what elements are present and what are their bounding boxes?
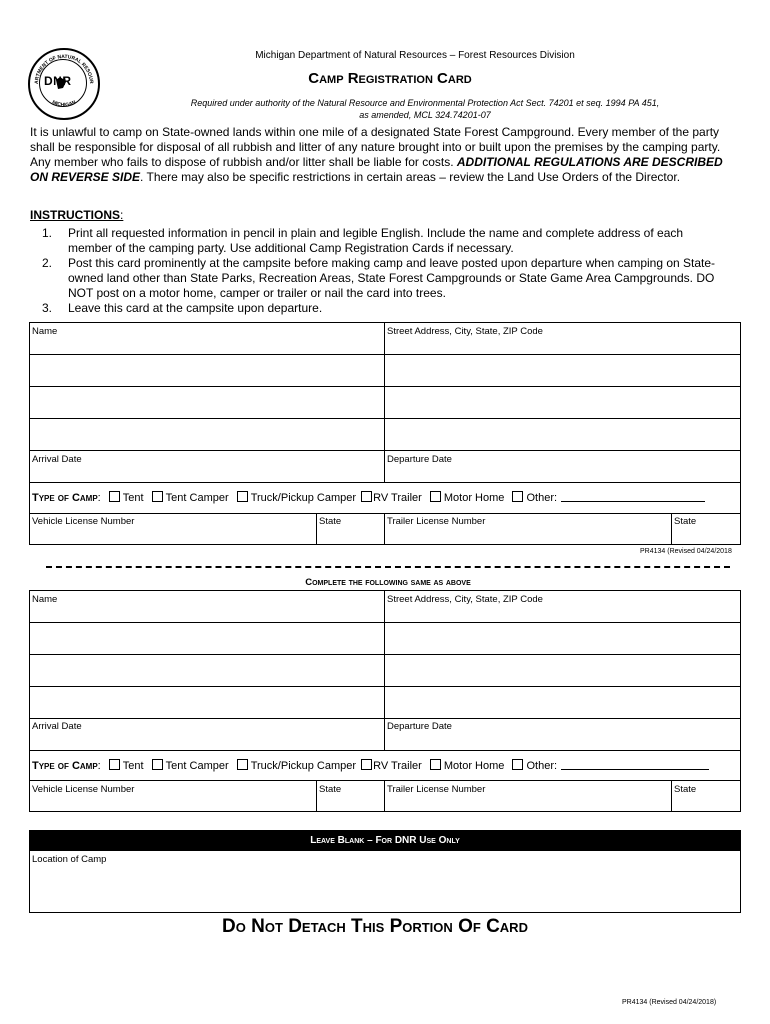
vehicle-license-label[interactable]: Vehicle License Number	[32, 516, 135, 527]
other-line[interactable]	[561, 491, 705, 502]
truck-camper-checkbox[interactable]	[237, 491, 248, 502]
instruction-number: 2.	[42, 256, 53, 270]
tear-line	[46, 566, 730, 568]
departure-date-label[interactable]: Departure Date	[387, 454, 452, 465]
intro-bold: ADDITIONAL REGULATIONS ARE DESCRIBED ON REVERSE SIDE	[30, 155, 723, 184]
type-of-camp-row-2	[32, 759, 709, 772]
instruction-text: Print all requested information in pencil in plain and legible English. Include the name and complete address of each member of the camping party. Use additional Camp Registration Cards if necessary.	[68, 226, 684, 255]
trailer-license-label[interactable]: Trailer License Number	[387, 516, 486, 527]
truck-camper-checkbox[interactable]	[237, 759, 248, 770]
logo-dnr-text: DNR	[44, 74, 72, 88]
instructions-heading	[30, 208, 123, 222]
name-field-2[interactable]	[30, 623, 383, 717]
option-label: RV Trailer	[373, 492, 422, 504]
logo-ring-bottom: MICHIGAN	[51, 99, 78, 109]
tent-camper-checkbox[interactable]	[152, 491, 163, 502]
instruction-number: 3.	[42, 301, 53, 315]
option-label: Tent	[122, 760, 144, 772]
instruction-item	[30, 301, 730, 316]
agency-name: Michigan Department of Natural Resources – Forest Resources Division	[255, 50, 575, 61]
motor-home-checkbox[interactable]	[430, 759, 441, 770]
form-divider	[671, 780, 672, 812]
type-of-camp-row	[32, 491, 705, 504]
name-label-2[interactable]: Name	[32, 594, 58, 605]
name-label[interactable]: Name	[32, 326, 58, 337]
form-divider	[671, 513, 672, 545]
address-field[interactable]	[385, 355, 740, 449]
form-rule	[29, 482, 741, 483]
option-label: Truck/Pickup Camper	[250, 760, 357, 772]
instruction-item	[30, 226, 730, 256]
tent-checkbox[interactable]	[109, 759, 120, 770]
dnr-use-bar: Leave Blank – For DNR Use Only	[29, 830, 741, 850]
address-field-2[interactable]	[385, 623, 740, 717]
form-rule	[29, 780, 741, 781]
trailer-license-label-2[interactable]: Trailer License Number	[387, 784, 486, 795]
instructions-heading-text: INSTRUCTIONS	[30, 208, 120, 222]
authority-line-1: Required under authority of the Natural Resource and Environmental Protection Act Sect. 74201 et seq. 1994 PA 451,	[190, 98, 660, 108]
instruction-text: Leave this card at the campsite upon departure.	[68, 301, 323, 315]
instruction-number: 1.	[42, 226, 53, 240]
option-label: Other:	[526, 760, 558, 772]
trailer-state-label-2[interactable]: State	[674, 784, 697, 795]
option-label: Tent Camper	[165, 760, 229, 772]
other-checkbox[interactable]	[512, 759, 523, 770]
vehicle-license-label-2[interactable]: Vehicle License Number	[32, 784, 135, 795]
location-of-camp-box[interactable]	[29, 850, 741, 913]
option-label: Tent Camper	[165, 492, 229, 504]
form-rule	[29, 513, 741, 514]
form-divider	[316, 513, 317, 545]
page-title: Camp Registration Card	[308, 70, 472, 87]
form-rule	[29, 718, 741, 719]
detach-warning: Do Not Detach This Portion Of Card	[222, 916, 528, 937]
instruction-text: Post this card prominently at the campsite before making camp and leave posted upon departure when camping on State-owned land other than State Parks, Recreation Areas, State Forest Campgrounds or State Game Area Campgrounds. DO NOT post on a motor home, camper or trailer or nail the card into trees.	[68, 256, 716, 300]
type-of-camp-label: Type of Camp	[32, 760, 98, 772]
option-label: Other:	[526, 492, 558, 504]
option-label: RV Trailer	[373, 760, 422, 772]
footer-form-number: PR4134 (Revised 04/24/2018)	[622, 999, 717, 1006]
name-field[interactable]	[30, 355, 383, 449]
intro-paragraph	[30, 125, 730, 185]
form-rule	[29, 750, 741, 751]
form-rule	[29, 450, 741, 451]
instructions-list	[30, 226, 730, 316]
option-label: Tent	[122, 492, 144, 504]
revision-note: PR4134 (Revised 04/24/2018	[640, 548, 732, 555]
intro-text-1: It is unlawful to camp on State-owned lands within one mile of a designated State Forest Campground. Every member of the party shall be responsible for disposal of all rubbish and litter of any nature brought into or built upon the premises by the camping party. Any member who fails to dispose of rubbish and/or litter shall be liable for costs.	[30, 125, 721, 169]
option-label: Motor Home	[443, 760, 505, 772]
rv-trailer-checkbox[interactable]	[361, 491, 372, 502]
type-of-camp-colon: :	[97, 760, 101, 772]
logo-ring-top: ARTMENT OF NATURAL RESOUR	[33, 53, 95, 85]
other-checkbox[interactable]	[512, 491, 523, 502]
instruction-item	[30, 256, 730, 301]
form-divider	[384, 513, 385, 545]
instructions-colon: :	[120, 208, 124, 222]
other-line[interactable]	[561, 759, 709, 770]
authority-line-2: as amended, MCL 324.74201-07	[359, 110, 491, 120]
authority-statement	[0, 97, 770, 121]
arrival-date-label[interactable]: Arrival Date	[32, 454, 82, 465]
type-of-camp-colon: :	[97, 492, 101, 504]
tent-checkbox[interactable]	[109, 491, 120, 502]
trailer-state-label[interactable]: State	[674, 516, 697, 527]
tent-camper-checkbox[interactable]	[152, 759, 163, 770]
option-label: Motor Home	[443, 492, 505, 504]
rv-trailer-checkbox[interactable]	[361, 759, 372, 770]
form-divider	[316, 780, 317, 812]
address-label[interactable]: Street Address, City, State, ZIP Code	[387, 326, 543, 337]
option-label: Truck/Pickup Camper	[250, 492, 357, 504]
state-label[interactable]: State	[319, 516, 342, 527]
location-of-camp-label: Location of Camp	[32, 854, 107, 865]
motor-home-checkbox[interactable]	[430, 491, 441, 502]
intro-text-2: . There may also be specific restrictions in certain areas – review the Land Use Orders of the Director.	[140, 170, 681, 184]
form-divider	[384, 780, 385, 812]
type-of-camp-label: Type of Camp	[32, 492, 98, 504]
arrival-date-label-2[interactable]: Arrival Date	[32, 721, 82, 732]
second-section-heading: Complete the following same as above	[305, 577, 471, 588]
state-label-2[interactable]: State	[319, 784, 342, 795]
address-label-2[interactable]: Street Address, City, State, ZIP Code	[387, 594, 543, 605]
departure-date-label-2[interactable]: Departure Date	[387, 721, 452, 732]
